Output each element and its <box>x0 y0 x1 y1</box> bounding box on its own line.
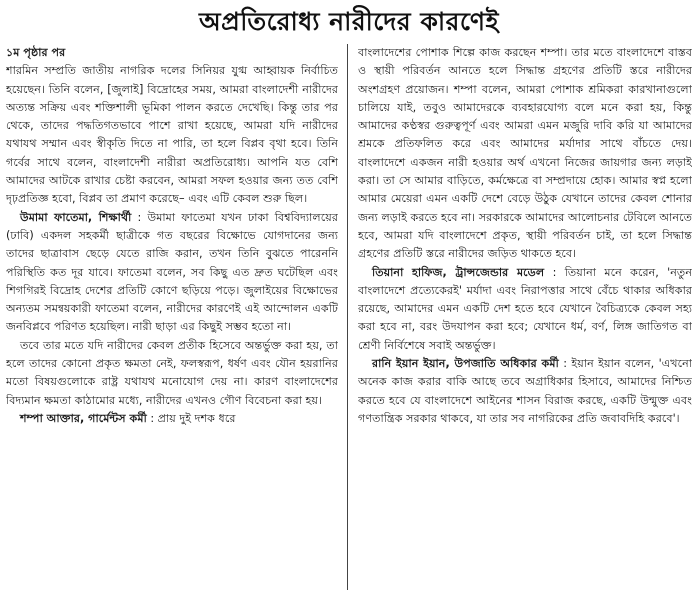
continuation-kicker: ১ম পৃষ্ঠার পর <box>6 46 66 59</box>
speaker-name: উমামা ফাতেমা, শিক্ষার্থী <box>20 210 132 224</box>
paragraph-text: : ইয়ান ইয়ান বলেন, 'এখনো অনেক কাজ করার বাকি আছে তবে অগ্রাধিকার হিসাবে, আমাদের নিশ্চিত করতে হবে যে বাংলাদেশে আইনের শাসন বিরাজ করছে, একটি উন্মুক্ত এবং গণতান্ত্রিক সরকার থাকবে, যা তার সব নাগরিকের প্রতি জবাবদিহি করবে'। <box>358 357 692 425</box>
paragraph <box>6 209 338 337</box>
left-column <box>6 44 338 592</box>
paragraph <box>6 410 338 428</box>
speaker-name: তিয়ানা হাফিজ, ট্রান্সজেন্ডার মডেল <box>372 265 545 279</box>
paragraph: তবে তার মতে যদি নারীদের কেবল প্রতীক হিসেবে অন্তর্ভুক্ত করা হয়, তা হলে তাদের কোনো প্রকৃত ক্ষমতা নেই, ফলস্বরূপ, ধর্ষণ এবং যৌন হয়রানির মতো বিষয়গুলোকে রাষ্ট্র যথাযথ মনোযোগ দেয় না। কারণ বাংলাদেশের বিদ্যমান ক্ষমতা কাঠামোর মধ্যে, নারীদের এখনও গৌণ বিবেচনা করা হয়। <box>6 338 338 407</box>
paragraph: শারমিন সম্প্রতি জাতীয় নাগরিক দলের সিনিয়র যুগ্ম আহ্বায়ক নির্বাচিত হয়েছেন। তিনি বলেন, [জুলাই] বিদ্রোহের সময়, আমরা বাংলাদেশী নারীদের অত্যন্ত সক্রিয় এবং শক্তিশালী ভূমিকা পালন করতে দেখেছি। কিন্তু তার পর থেকে, তাদের পদ্ধতিগতভাবে পাশে রাখা হয়েছে, আমরা যদি নারীদের যথাযথ সম্মান এবং স্বীকৃতি দিতে না পারি, তা হলে বিপ্লব বৃথা হবে। তিনি গর্বের সাথে বলেন, বাংলাদেশী নারীরা অপ্রতিরোধ্য। আপনি যত বেশি আমাদের আটকে রাখার চেষ্টা করবেন, আমরা সফল হওয়ার জন্য তত বেশি দৃঢ়প্রতিজ্ঞ হবো, বিপ্লব তা প্রমাণ করেছে– এবং এটি কেবল শুরু ছিল। <box>6 64 338 206</box>
headline: অপ্রতিরোধ্য নারীদের কারণেই <box>198 7 500 36</box>
paragraph: বাংলাদেশের পোশাক শিল্পে কাজ করছেন শম্পা। তার মতে বাংলাদেশে বাস্তব ও স্থায়ী পরিবর্তন আনতে হলে সিদ্ধান্ত গ্রহণের প্রতিটি স্তরে নারীদের অংশগ্রহণ প্রয়োজন। শম্পা বলেন, আমরা পোশাক শ্রমিকরা কারখানাগুলো চালিয়ে যাই, তবুও আমাদেরকে ব্যবহারযোগ্য বলে মনে করা হয়, কিন্তু আমাদের কণ্ঠস্বর গুরুত্বপূর্ণ এবং আমরা এমন মজুরি দাবি করি যা আমাদের শ্রমকে প্রতিফলিত করে এবং আমাদের মর্যাদার সাথে বাঁচতে দেয়। বাংলাদেশে একজন নারী হওয়ার অর্থ এখনো নিজের জায়গার জন্য লড়াই করা। তা সে আমার বাড়িতে, কর্মক্ষেত্রে বা সম্প্রদায়ে হোক। আমার স্বপ্ন হলো আমার মেয়েরা এমন একটি দেশে বেড়ে উঠুক যেখানে তাদের কেবল শোনার জন্য লড়াই করতে হবে না। সরকারকে আমাদের আলোচনার টেবিলে আনতে হবে, আমরা যদি বাংলাদেশে প্রকৃত, স্থায়ী পরিবর্তন চাই, তা হলে সিদ্ধান্ত গ্রহণের প্রতিটি স্তরে নারীদের জড়িত থাকতে হবে। <box>358 46 692 261</box>
paragraph-text: : তিয়ানা মনে করেন, 'নতুন বাংলাদেশে প্রত্যেকেরই' মর্যাদা এবং নিরাপত্তার সাথে বেঁচে থাকার অধিকার রয়েছে, আমাদের এমন একটি দেশ হতে হবে যেখানে বৈচিত্র্যকে কেবল সহ্য করা হবে না, বরং উদযাপন করা হবে; যেখানে ধর্ম, বর্ণ, লিঙ্গ জাতিগত বা শ্রেণী নির্বিশেষে সবাই অন্তর্ভুক্ত। <box>358 265 692 352</box>
speaker-name: শম্পা আক্তার, গার্মেন্টস কর্মী <box>20 411 147 425</box>
paragraph <box>358 355 692 428</box>
right-column <box>358 44 692 592</box>
paragraph <box>358 264 692 355</box>
column-divider <box>347 44 348 590</box>
paragraph-text: : প্রায় দুই দশক ধরে <box>150 411 236 425</box>
paragraph-text: : উমামা ফাতেমা যখন ঢাকা বিশ্ববিদ্যালয়ের (ঢাবি) একদল সহকর্মী ছাত্রীকে গত বছরের বিক্ষোভে যোগদানের জন্য তাদের ছাত্রাবাস ছেড়ে যেতে রাজি করান, তখন তিনি বুঝতে পারেননি পরিস্থিতি কত দূর যাবে। ফাতেমা বলেন, সব কিছু এত দ্রুত ঘটেছিল এবং শিগগিরই বিদ্রোহ দেশের প্রতিটি কোণে ছড়িয়ে পড়ে। জুলাইয়ের বিক্ষোভের অন্যতম সমন্বয়কারী ফাতেমা বলেন, নারীদের কারণেই এই আন্দোলন একটি জনবিপ্লবে পরিণত হয়েছিল। নারী ছাড়া এর কিছুই সম্ভব হতো না। <box>6 210 338 334</box>
speaker-name: রানি ইয়ান ইয়ান, উপজাতি অধিকার কর্মী <box>372 357 559 371</box>
